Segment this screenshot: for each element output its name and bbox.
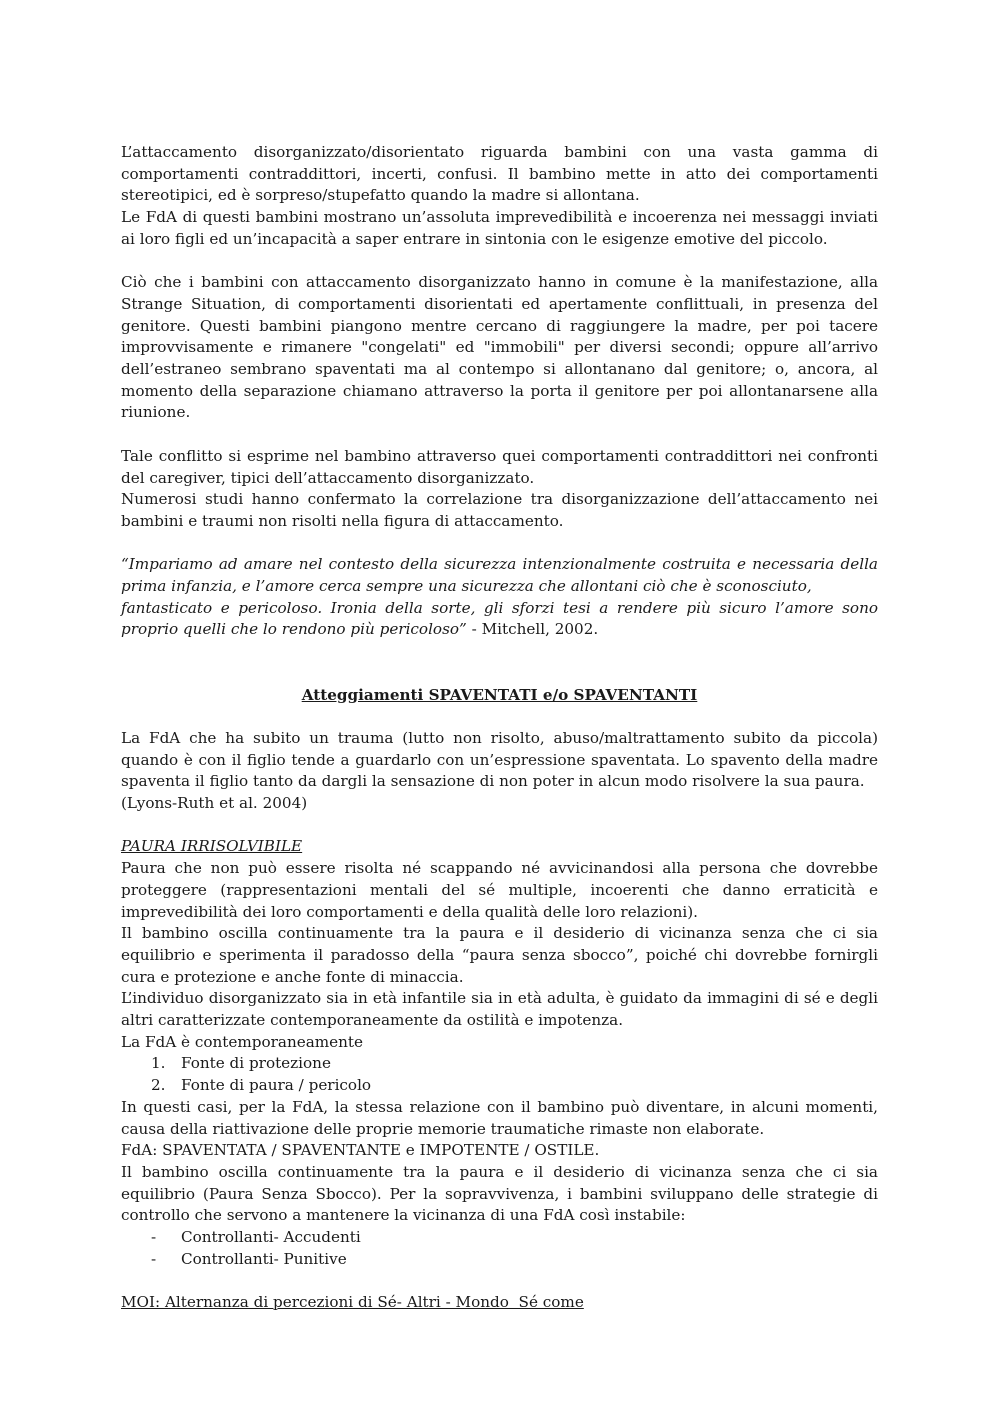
list-item-text: Fonte di paura / pericolo <box>181 1076 372 1095</box>
quote-line-1: “Impariamo ad amare nel contesto della sicurezza intenzionalmente costruita e necessaria della prima infanzia, e l’amore cerca sempre una sicurezza che allontani ciò che è sconosciuto, <box>121 555 878 596</box>
list-marker: 2. <box>151 1076 166 1095</box>
list-item <box>121 1249 878 1271</box>
list-item-text: Controllanti- Accudenti <box>181 1228 361 1247</box>
quote-attribution: - Mitchell, 2002. <box>466 620 599 639</box>
paragraph-paura-1: Paura che non può essere risolta né scappando né avvicinandosi alla persona che dovrebbe proteggere (rappresentazioni mentali del sé multiple, incoerenti che danno erraticità e imprevedibilità dei loro comportamenti e della qualità delle loro relazioni). <box>121 859 878 921</box>
paragraph-paura-4: La FdA è contemporaneamente <box>121 1032 364 1051</box>
paragraph-intro-1: L’attaccamento disorganizzato/disorientato riguarda bambini con una vasta gamma di comportamenti contraddittori, incerti, confusi. Il bambino mette in atto dei comportamenti stereotipici, ed è sorpreso/stupefatto quando la madre si allontana. <box>121 143 878 205</box>
list-marker: - <box>151 1249 157 1268</box>
paragraph-after-list-1: In questi casi, per la FdA, la stessa relazione con il bambino può diventare, in alcuni momenti, causa della riattivazione delle proprie memorie traumatiche rimaste non elaborate. <box>121 1097 878 1138</box>
paragraph-strange-situation: Ciò che i bambini con attaccamento disorganizzato hanno in comune è la manifestazione, alla Strange Situation, di comportamenti disorientati ed apertamente conflittuali, in presenza del genitore. Questi bambini piangono mentre cercano di raggiungere la madre, per poi tacere improvvisamente e rimanere "congelati" ed "immobili" per diversi secondi; oppure all’arrivo dell’estraneo sembrano spaventati ma al contempo si allontanano dal genitore; o, ancora, al momento della separazione chiamano attraverso la porta il genitore per poi allontanarsene alla riunione. <box>121 273 878 422</box>
numbered-list <box>121 1053 878 1096</box>
list-item <box>121 1053 878 1075</box>
section-intro: La FdA che ha subito un trauma (lutto non risolto, abuso/maltrattamento subito da piccola) quando è con il figlio tende a guardarlo con un’espressione spaventata. Lo spavento della madre spaventa il figlio tanto da dargli la sensazione di non poter in alcun modo risolvere la sua paura. <box>121 728 878 791</box>
paragraph-paura-3: L’individuo disorganizzato sia in età infantile sia in età adulta, è guidato da immagini di sé e degli altri caratterizzate contemporaneamente da ostilità e impotenza. <box>121 989 878 1030</box>
citation: (Lyons-Ruth et al. 2004) <box>121 794 308 813</box>
paragraph-after-list-2: FdA: SPAVENTATA / SPAVENTANTE e IMPOTENTE / OSTILE. <box>121 1141 600 1160</box>
quote-text: fantasticato e pericoloso. Ironia della sorte, gli sforzi tesi a rendere più sicuro l’amore sono proprio quelli che lo rendono più pericoloso” <box>121 598 878 639</box>
document-page <box>121 142 878 1314</box>
list-marker: - <box>151 1228 157 1247</box>
section-heading: Atteggiamenti SPAVENTATI e/o SPAVENTANTI <box>301 685 698 704</box>
paragraph-intro-2: Le FdA di questi bambini mostrano un’assoluta imprevedibilità e incoerenza nei messaggi inviati ai loro figli ed un’incapacità a saper entrare in sintonia con le esigenze emotive del piccolo. <box>121 208 878 248</box>
quote-line-2 <box>121 598 878 641</box>
moi-line: MOI: Alternanza di percezioni di Sé- Altri - Mondo Sé come <box>121 1293 584 1312</box>
paragraph-after-list-3: Il bambino oscilla continuamente tra la paura e il desiderio di vicinanza senza che ci sia equilibrio (Paura Senza Sbocco). Per la sopravvivenza, i bambini sviluppano delle strategie di controllo che servono a mantenere la vicinanza di una FdA così instabile: <box>121 1162 878 1225</box>
list-item <box>121 1227 878 1249</box>
list-item-text: Fonte di protezione <box>181 1054 331 1073</box>
paragraph-studi: Numerosi studi hanno confermato la correlazione tra disorganizzazione dell’attaccamento nei bambini e traumi non risolti nella figura di attaccamento. <box>121 490 878 530</box>
list-item <box>121 1075 878 1097</box>
dash-list <box>121 1227 878 1270</box>
paragraph-paura-2: Il bambino oscilla continuamente tra la paura e il desiderio di vicinanza senza che ci sia equilibrio e sperimenta il paradosso della “paura senza sbocco”, poiché chi dovrebbe fornirgli cura e protezione e anche fonte di minaccia. <box>121 924 878 986</box>
list-marker: 1. <box>151 1054 166 1073</box>
paragraph-conflitto: Tale conflitto si esprime nel bambino attraverso quei comportamenti contraddittori nei confronti del caregiver, tipici dell’attaccamento disorganizzato. <box>121 446 878 487</box>
list-item-text: Controllanti- Punitive <box>181 1249 347 1268</box>
subheading-paura-irrisolvibile: PAURA IRRISOLVIBILE <box>121 837 303 856</box>
